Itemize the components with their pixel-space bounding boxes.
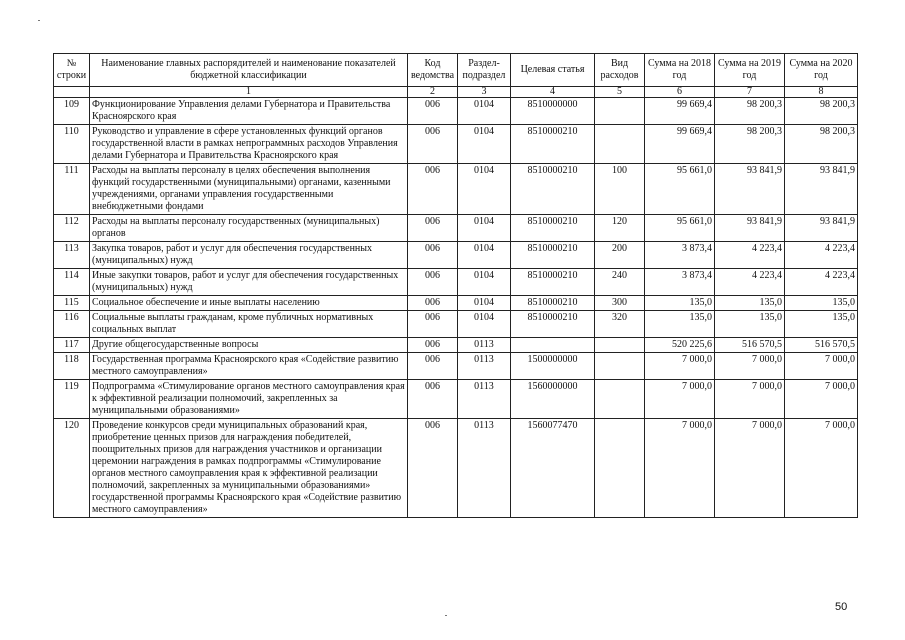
table-row <box>54 269 858 296</box>
section-code: 0113 <box>458 419 511 518</box>
sum-2019: 93 841,9 <box>715 164 785 215</box>
sum-2018: 99 669,4 <box>645 98 715 125</box>
row-name: Функционирование Управления делами Губернатора и Правительства Красноярского края <box>90 98 408 125</box>
column-number: 8 <box>785 87 858 98</box>
column-number: 1 <box>90 87 408 98</box>
department-code: 006 <box>408 419 458 518</box>
sum-2019: 98 200,3 <box>715 98 785 125</box>
expense-type <box>595 98 645 125</box>
sum-2020: 93 841,9 <box>785 164 858 215</box>
section-code: 0104 <box>458 164 511 215</box>
row-name: Другие общегосударственные вопросы <box>90 338 408 353</box>
sum-2018: 99 669,4 <box>645 125 715 164</box>
header-row-number: № строки <box>54 54 90 87</box>
section-code: 0113 <box>458 380 511 419</box>
sum-2018: 95 661,0 <box>645 215 715 242</box>
row-number: 114 <box>54 269 90 296</box>
column-number: 6 <box>645 87 715 98</box>
section-code: 0113 <box>458 353 511 380</box>
sum-2019: 4 223,4 <box>715 242 785 269</box>
expense-type: 100 <box>595 164 645 215</box>
expense-type <box>595 419 645 518</box>
header-expense-type: Вид расходов <box>595 54 645 87</box>
row-name: Социальное обеспечение и иные выплаты населению <box>90 296 408 311</box>
section-code: 0104 <box>458 296 511 311</box>
sum-2019: 516 570,5 <box>715 338 785 353</box>
sum-2019: 7 000,0 <box>715 353 785 380</box>
table-row <box>54 338 858 353</box>
column-number: 2 <box>408 87 458 98</box>
target-article: 1500000000 <box>511 353 595 380</box>
row-number: 120 <box>54 419 90 518</box>
header-section: Раздел-подраздел <box>458 54 511 87</box>
column-number: 7 <box>715 87 785 98</box>
row-name: Расходы на выплаты персоналу государственных (муниципальных) органов <box>90 215 408 242</box>
target-article: 8510000210 <box>511 215 595 242</box>
sum-2019: 7 000,0 <box>715 380 785 419</box>
target-article: 8510000210 <box>511 125 595 164</box>
sum-2020: 516 570,5 <box>785 338 858 353</box>
department-code: 006 <box>408 98 458 125</box>
expense-type: 300 <box>595 296 645 311</box>
section-code: 0104 <box>458 242 511 269</box>
sum-2020: 7 000,0 <box>785 353 858 380</box>
table-row <box>54 215 858 242</box>
header-department-code: Код ведомства <box>408 54 458 87</box>
row-number: 110 <box>54 125 90 164</box>
sum-2020: 7 000,0 <box>785 380 858 419</box>
section-code: 0113 <box>458 338 511 353</box>
row-name: Расходы на выплаты персоналу в целях обеспечения выполнения функций государственными (муниципальными) органами, казенными учреждениями, органами управления государственными внебюджетными фондами <box>90 164 408 215</box>
expense-type: 240 <box>595 269 645 296</box>
department-code: 006 <box>408 164 458 215</box>
sum-2019: 4 223,4 <box>715 269 785 296</box>
header-sum-2019: Сумма на 2019 год <box>715 54 785 87</box>
target-article <box>511 338 595 353</box>
department-code: 006 <box>408 269 458 296</box>
department-code: 006 <box>408 125 458 164</box>
header-sum-2020: Сумма на 2020 год <box>785 54 858 87</box>
sum-2020: 7 000,0 <box>785 419 858 518</box>
row-name: Закупка товаров, работ и услуг для обеспечения государственных (муниципальных) нужд <box>90 242 408 269</box>
row-number: 111 <box>54 164 90 215</box>
column-number: 4 <box>511 87 595 98</box>
row-number: 115 <box>54 296 90 311</box>
column-number: 3 <box>458 87 511 98</box>
expense-type: 320 <box>595 311 645 338</box>
sum-2018: 520 225,6 <box>645 338 715 353</box>
sum-2020: 4 223,4 <box>785 269 858 296</box>
table-row <box>54 296 858 311</box>
expense-type <box>595 380 645 419</box>
sum-2019: 7 000,0 <box>715 419 785 518</box>
target-article: 1560077470 <box>511 419 595 518</box>
expense-type <box>595 125 645 164</box>
sum-2019: 135,0 <box>715 311 785 338</box>
budget-table <box>53 53 858 518</box>
row-number: 109 <box>54 98 90 125</box>
header-target-article: Целевая статья <box>511 54 595 87</box>
sum-2020: 135,0 <box>785 296 858 311</box>
table-row <box>54 125 858 164</box>
table-row <box>54 380 858 419</box>
sum-2018: 7 000,0 <box>645 419 715 518</box>
table-row <box>54 242 858 269</box>
department-code: 006 <box>408 380 458 419</box>
row-name: Проведение конкурсов среди муниципальных образований края, приобретение ценных призов для награждения победителей, поощрительных призов для награждения участников и организации церемонии награждения в рамках подпрограммы «Стимулирование органов местного самоуправления края к эффективной реализации полномочий, закрепленных за муниципальными образованиями» государственной программы Красноярского края «Содействие развитию местного самоуправления» <box>90 419 408 518</box>
expense-type <box>595 353 645 380</box>
sum-2019: 93 841,9 <box>715 215 785 242</box>
target-article: 1560000000 <box>511 380 595 419</box>
sum-2018: 7 000,0 <box>645 380 715 419</box>
header-sum-2018: Сумма на 2018 год <box>645 54 715 87</box>
sum-2020: 93 841,9 <box>785 215 858 242</box>
sum-2019: 135,0 <box>715 296 785 311</box>
scan-speck <box>38 20 40 21</box>
row-name: Государственная программа Красноярского края «Содействие развитию местного самоуправления» <box>90 353 408 380</box>
scan-speck <box>445 615 447 616</box>
sum-2018: 135,0 <box>645 311 715 338</box>
row-number: 113 <box>54 242 90 269</box>
target-article: 8510000210 <box>511 269 595 296</box>
row-number: 112 <box>54 215 90 242</box>
target-article: 8510000000 <box>511 98 595 125</box>
row-name: Иные закупки товаров, работ и услуг для обеспечения государственных (муниципальных) нужд <box>90 269 408 296</box>
table-body <box>54 98 858 518</box>
department-code: 006 <box>408 296 458 311</box>
department-code: 006 <box>408 311 458 338</box>
expense-type: 200 <box>595 242 645 269</box>
expense-type: 120 <box>595 215 645 242</box>
department-code: 006 <box>408 242 458 269</box>
table-row <box>54 98 858 125</box>
target-article: 8510000210 <box>511 311 595 338</box>
row-number: 116 <box>54 311 90 338</box>
sum-2020: 135,0 <box>785 311 858 338</box>
department-code: 006 <box>408 338 458 353</box>
column-number-empty <box>54 87 90 98</box>
row-name: Руководство и управление в сфере установленных функций органов государственной власти в рамках непрограммных расходов Управления делами Губернатора и Правительства Красноярского края <box>90 125 408 164</box>
table-row <box>54 164 858 215</box>
sum-2018: 3 873,4 <box>645 269 715 296</box>
expense-type <box>595 338 645 353</box>
row-number: 117 <box>54 338 90 353</box>
row-number: 118 <box>54 353 90 380</box>
sum-2018: 7 000,0 <box>645 353 715 380</box>
target-article: 8510000210 <box>511 242 595 269</box>
sum-2018: 3 873,4 <box>645 242 715 269</box>
table-row <box>54 419 858 518</box>
sum-2020: 98 200,3 <box>785 125 858 164</box>
sum-2018: 95 661,0 <box>645 164 715 215</box>
sum-2018: 135,0 <box>645 296 715 311</box>
table-header-row <box>54 54 858 87</box>
row-name: Социальные выплаты гражданам, кроме публичных нормативных социальных выплат <box>90 311 408 338</box>
target-article: 8510000210 <box>511 296 595 311</box>
column-number: 5 <box>595 87 645 98</box>
sum-2020: 98 200,3 <box>785 98 858 125</box>
header-name: Наименование главных распорядителей и наименование показателей бюджетной классификации <box>90 54 408 87</box>
table-row <box>54 311 858 338</box>
section-code: 0104 <box>458 269 511 296</box>
page-number: 50 <box>835 601 848 613</box>
row-name: Подпрограмма «Стимулирование органов местного самоуправления края к эффективной реализации полномочий, закрепленных за муниципальными образованиями» <box>90 380 408 419</box>
row-number: 119 <box>54 380 90 419</box>
column-number-row <box>54 87 858 98</box>
section-code: 0104 <box>458 125 511 164</box>
target-article: 8510000210 <box>511 164 595 215</box>
section-code: 0104 <box>458 215 511 242</box>
table-row <box>54 353 858 380</box>
sum-2019: 98 200,3 <box>715 125 785 164</box>
department-code: 006 <box>408 215 458 242</box>
department-code: 006 <box>408 353 458 380</box>
section-code: 0104 <box>458 98 511 125</box>
section-code: 0104 <box>458 311 511 338</box>
sum-2020: 4 223,4 <box>785 242 858 269</box>
